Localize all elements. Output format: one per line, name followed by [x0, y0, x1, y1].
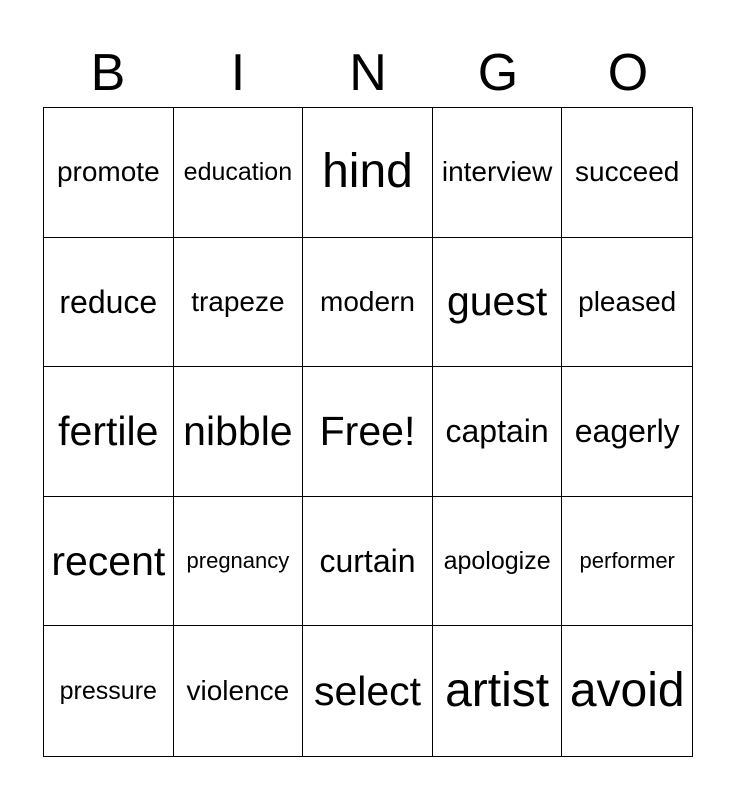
bingo-cell[interactable]: nibble [174, 367, 304, 497]
bingo-cell[interactable]: curtain [303, 497, 433, 627]
bingo-cell[interactable]: modern [303, 238, 433, 368]
bingo-cell[interactable]: violence [174, 626, 304, 756]
bingo-cell[interactable]: fertile [44, 367, 174, 497]
bingo-board [43, 107, 693, 757]
header-letter-i: I [230, 44, 246, 102]
header-letter-n: N [349, 44, 387, 102]
bingo-cell[interactable]: eagerly [562, 367, 692, 497]
bingo-header [43, 40, 693, 106]
header-letter-b: B [90, 44, 126, 102]
header-letter-o: O [607, 44, 649, 102]
free-space-cell[interactable]: Free! [303, 367, 433, 497]
bingo-cell[interactable]: guest [433, 238, 563, 368]
bingo-cell[interactable]: hind [303, 108, 433, 238]
bingo-cell[interactable]: apologize [433, 497, 563, 627]
bingo-cell[interactable]: pressure [44, 626, 174, 756]
bingo-cell[interactable]: select [303, 626, 433, 756]
bingo-cell[interactable]: succeed [562, 108, 692, 238]
bingo-cell[interactable]: pregnancy [174, 497, 304, 627]
bingo-cell[interactable]: recent [44, 497, 174, 627]
bingo-cell[interactable]: performer [562, 497, 692, 627]
bingo-cell[interactable]: promote [44, 108, 174, 238]
bingo-cell[interactable]: trapeze [174, 238, 304, 368]
header-letter-g: G [477, 44, 519, 102]
bingo-cell[interactable]: reduce [44, 238, 174, 368]
bingo-cell[interactable]: interview [433, 108, 563, 238]
bingo-cell[interactable]: education [174, 108, 304, 238]
bingo-cell[interactable]: pleased [562, 238, 692, 368]
bingo-cell[interactable]: captain [433, 367, 563, 497]
bingo-cell[interactable]: artist [433, 626, 563, 756]
bingo-cell[interactable]: avoid [569, 664, 685, 718]
